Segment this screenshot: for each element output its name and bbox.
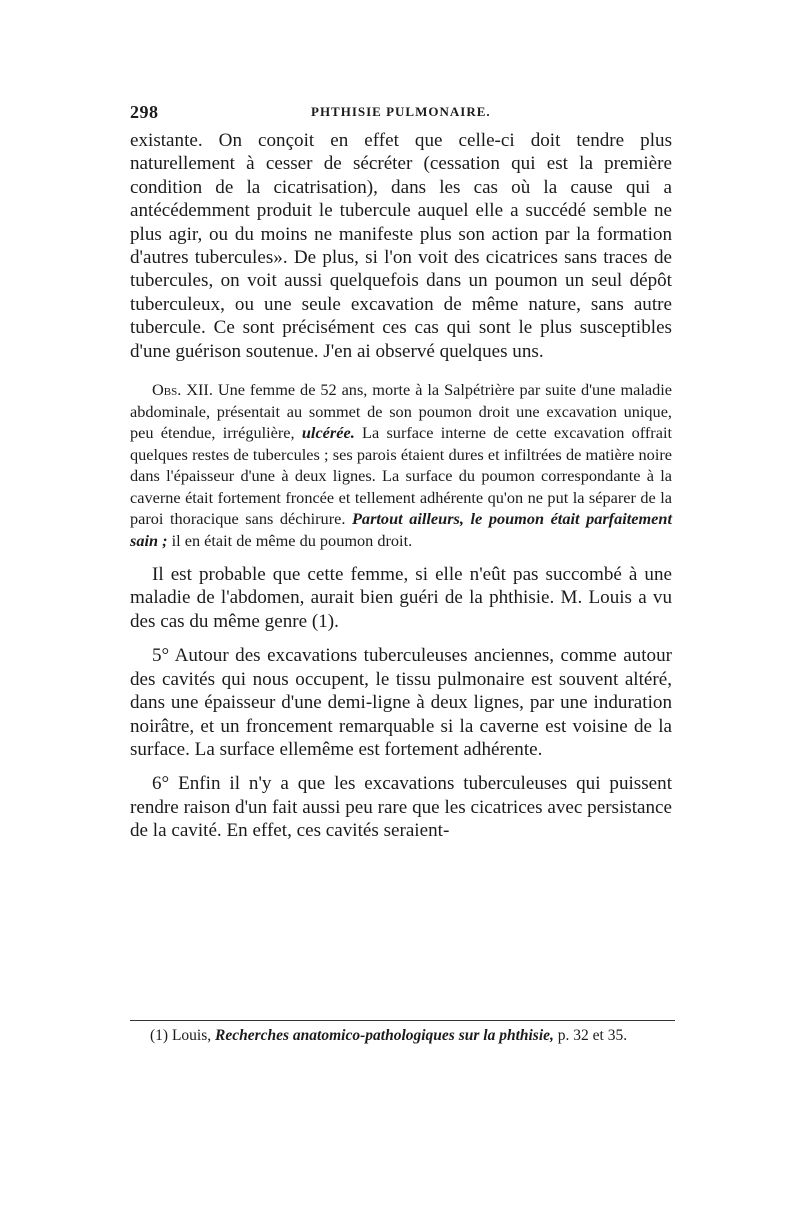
paragraph-point-5: 5° Autour des excavations tuberculeuses anciennes, comme autour des cavités qui nous occupent, le tissu pulmonaire est souvent altéré, dans une épaisseur d'une demi-ligne à deux lignes, par une induration noirâtre, et un froncement remarquable si la caverne est voisine de la surface. La surface ellemême est fortement adhérente. — [130, 645, 672, 760]
observation-text-2: La surface interne de cette excavation offrait quelques restes de tubercules ; ses parois étaient dures et infiltrées de matière noire dans l'épaisseur d'une à deux lignes. La surface du poumon correspondante à la caverne était fortement froncée et tellement adhérente qu'on ne put la séparer de la paroi thoracique sans déchirure. — [130, 423, 673, 529]
paragraph-point-6: 6° Enfin il n'y a que les excavations tuberculeuses qui puissent rendre raison d'un fait aussi peu rare que les cicatrices avec persistance de la cavité. En effet, ces cavités seraient- — [130, 773, 672, 842]
paragraph-probable: Il est probable que cette femme, si elle n'eût pas succombé à une maladie de l'abdomen, aurait bien guéri de la phthisie. M. Louis a vu des cas du même genre (1). — [130, 564, 672, 632]
footnote-pages: p. 32 et 35. — [553, 1027, 628, 1044]
observation-text-3: il en était de même du poumon droit. — [167, 530, 413, 550]
observation-label: Obs. XII. — [152, 380, 213, 400]
footnote-rule — [130, 1020, 675, 1021]
paragraph-continuation: existante. On conçoit en effet que celle-ci doit tendre plus naturellement à cesser de sécréter (cessation qui est la première condition de la cicatrisation), dans les cas où la cause qui a antécédemment produit le tubercule auquel elle a succédé semble ne plus agir, ou du moins ne manifeste plus son action par la formation d'autres tubercules». De plus, si l'on voit des cicatrices sans traces de tubercules, on voit aussi quelquefois dans un poumon un seul dépôt tuberculeux, ou une seule excavation de même nature, sans autre tubercule. Ce sont précisément ces cas qui sont le plus susceptibles d'une guérison soutenue. J'en ai observé quelques uns. — [130, 130, 672, 362]
running-head: PHTHISIE PULMONAIRE. — [311, 104, 491, 119]
observation-italic-1: ulcérée. — [301, 423, 355, 443]
page-number: 298 — [130, 102, 159, 122]
observation-italic-2: Partout ailleurs, le poumon était parfaitement sain ; — [130, 509, 672, 550]
footnote — [130, 1026, 672, 1046]
observation-paragraph — [130, 379, 672, 551]
page-header — [130, 102, 675, 126]
observation-text-1: Une femme de 52 ans, morte à la Salpétrière par suite d'une maladie abdominale, présentait au sommet de son poumon droit une excavation unique, peu étendue, irrégulière, — [130, 380, 672, 443]
footnote-author: (1) Louis, — [150, 1027, 216, 1044]
footnote-title: Recherches anatomico-pathologiques sur la phthisie, — [215, 1027, 554, 1044]
body-text — [130, 129, 672, 843]
